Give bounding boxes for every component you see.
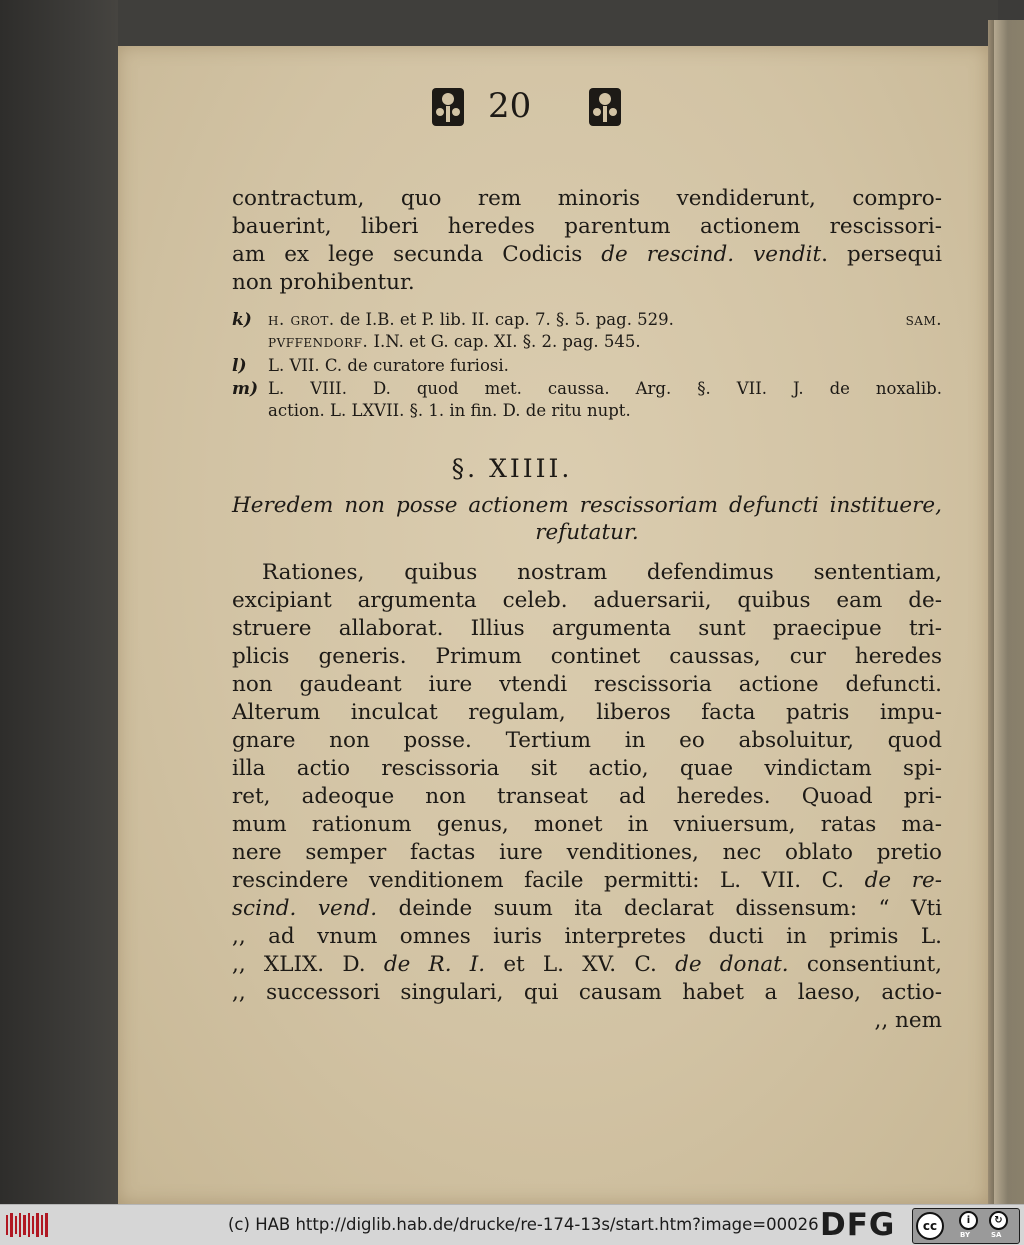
text-line: Alterum inculcat regulam, liberos facta patris impu-: [232, 700, 942, 725]
text-line: ,, ad vnum omnes iuris interpretes ducti in primis L.: [232, 924, 942, 949]
text-line: bauerint, liberi heredes parentum actionem rescissori-: [232, 214, 942, 239]
text-line: contractum, quo rem minoris vendiderunt, compro-: [232, 186, 942, 211]
share-alike-icon: ↻: [989, 1211, 1008, 1230]
text-line: ret, adeoque non transeat ad heredes. Quoad pri-: [232, 784, 942, 809]
text-line: non gaudeant iure vtendi rescissoria actione defuncti.: [232, 672, 942, 697]
by-label: BY: [960, 1231, 971, 1239]
footnote-m-line2: action. L. LXVII. §. 1. in fin. D. de ritu nupt.: [268, 401, 631, 420]
cc-icon: cc: [916, 1212, 944, 1240]
fleuron-ornament-left: [430, 86, 466, 128]
footnote-k-line1: h. grot. de I.B. et P. lib. II. cap. 7. §. 5. pag. 529. sam.: [268, 310, 942, 329]
section-title-line1: Heredem non posse actionem rescissoriam defuncti instituere,: [232, 493, 942, 518]
top-margin-shadow: [118, 0, 998, 46]
next-page-edge: [994, 20, 1024, 1204]
footnote-mark-m: m): [232, 379, 259, 399]
footnote-k-line2: pvffendorf. I.N. et G. cap. XI. §. 2. pag. 545.: [268, 332, 641, 351]
footnote-l: L. VII. C. de curatore furiosi.: [268, 356, 509, 375]
text-line: ,, successori singulari, qui causam habet a laeso, actio-: [232, 980, 942, 1005]
text-line: am ex lege secunda Codicis de rescind. vendit. persequi: [232, 242, 942, 267]
hab-barcode-logo-icon[interactable]: [6, 1213, 48, 1237]
text-line: scind. vend. deinde suum ita declarat dissensum: “ Vti: [232, 896, 943, 921]
text-line: struere allaborat. Illius argumenta sunt praecipue tri-: [232, 616, 942, 641]
text-line: gnare non posse. Tertium in eo absoluitur, quod: [232, 728, 942, 753]
section-number: §. XIIII.: [451, 454, 573, 483]
dfg-logo[interactable]: [820, 1207, 912, 1243]
text-line: non prohibentur.: [232, 270, 415, 295]
catchword: ,, nem: [874, 1008, 942, 1033]
running-head: [430, 86, 730, 136]
dfg-logo-text: DFG: [820, 1207, 896, 1243]
footnote-mark-l: l): [232, 356, 247, 376]
footnote-mark-k: k): [232, 310, 252, 330]
left-margin-shadow: [0, 0, 118, 1204]
text-line: excipiant argumenta celeb. aduersarii, quibus eam de-: [232, 588, 942, 613]
footer-bar: [0, 1204, 1024, 1245]
text-line: illa actio rescissoria sit actio, quae vindictam spi-: [232, 756, 942, 781]
text-line: nere semper factas iure venditiones, nec oblato pretio: [232, 840, 942, 865]
cc-by-sa-license-badge[interactable]: [912, 1208, 1020, 1244]
copyright-url-link[interactable]: (c) HAB http://diglib.hab.de/drucke/re-174-13s/start.htm?image=00026: [228, 1215, 819, 1234]
section-title-line2: refutatur.: [535, 520, 639, 545]
text-line: Rationes, quibus nostram defendimus sententiam,: [262, 560, 942, 585]
sa-label: SA: [991, 1231, 1002, 1239]
text-line: plicis generis. Primum continet caussas, cur heredes: [232, 644, 942, 669]
text-line: mum rationum genus, monet in vniuersum, ratas ma-: [232, 812, 942, 837]
fleuron-ornament-right: [587, 86, 623, 128]
page-number: 20: [488, 86, 532, 126]
text-line: ,, XLIX. D. de R. I. et L. XV. C. de donat. consentiunt,: [232, 952, 942, 977]
text-line: rescindere venditionem facile permitti: L. VII. C. de re-: [232, 868, 942, 893]
footnote-m-line1: L. VIII. D. quod met. caussa. Arg. §. VII. J. de noxalib.: [268, 379, 942, 398]
attribution-person-icon: i: [959, 1211, 978, 1230]
